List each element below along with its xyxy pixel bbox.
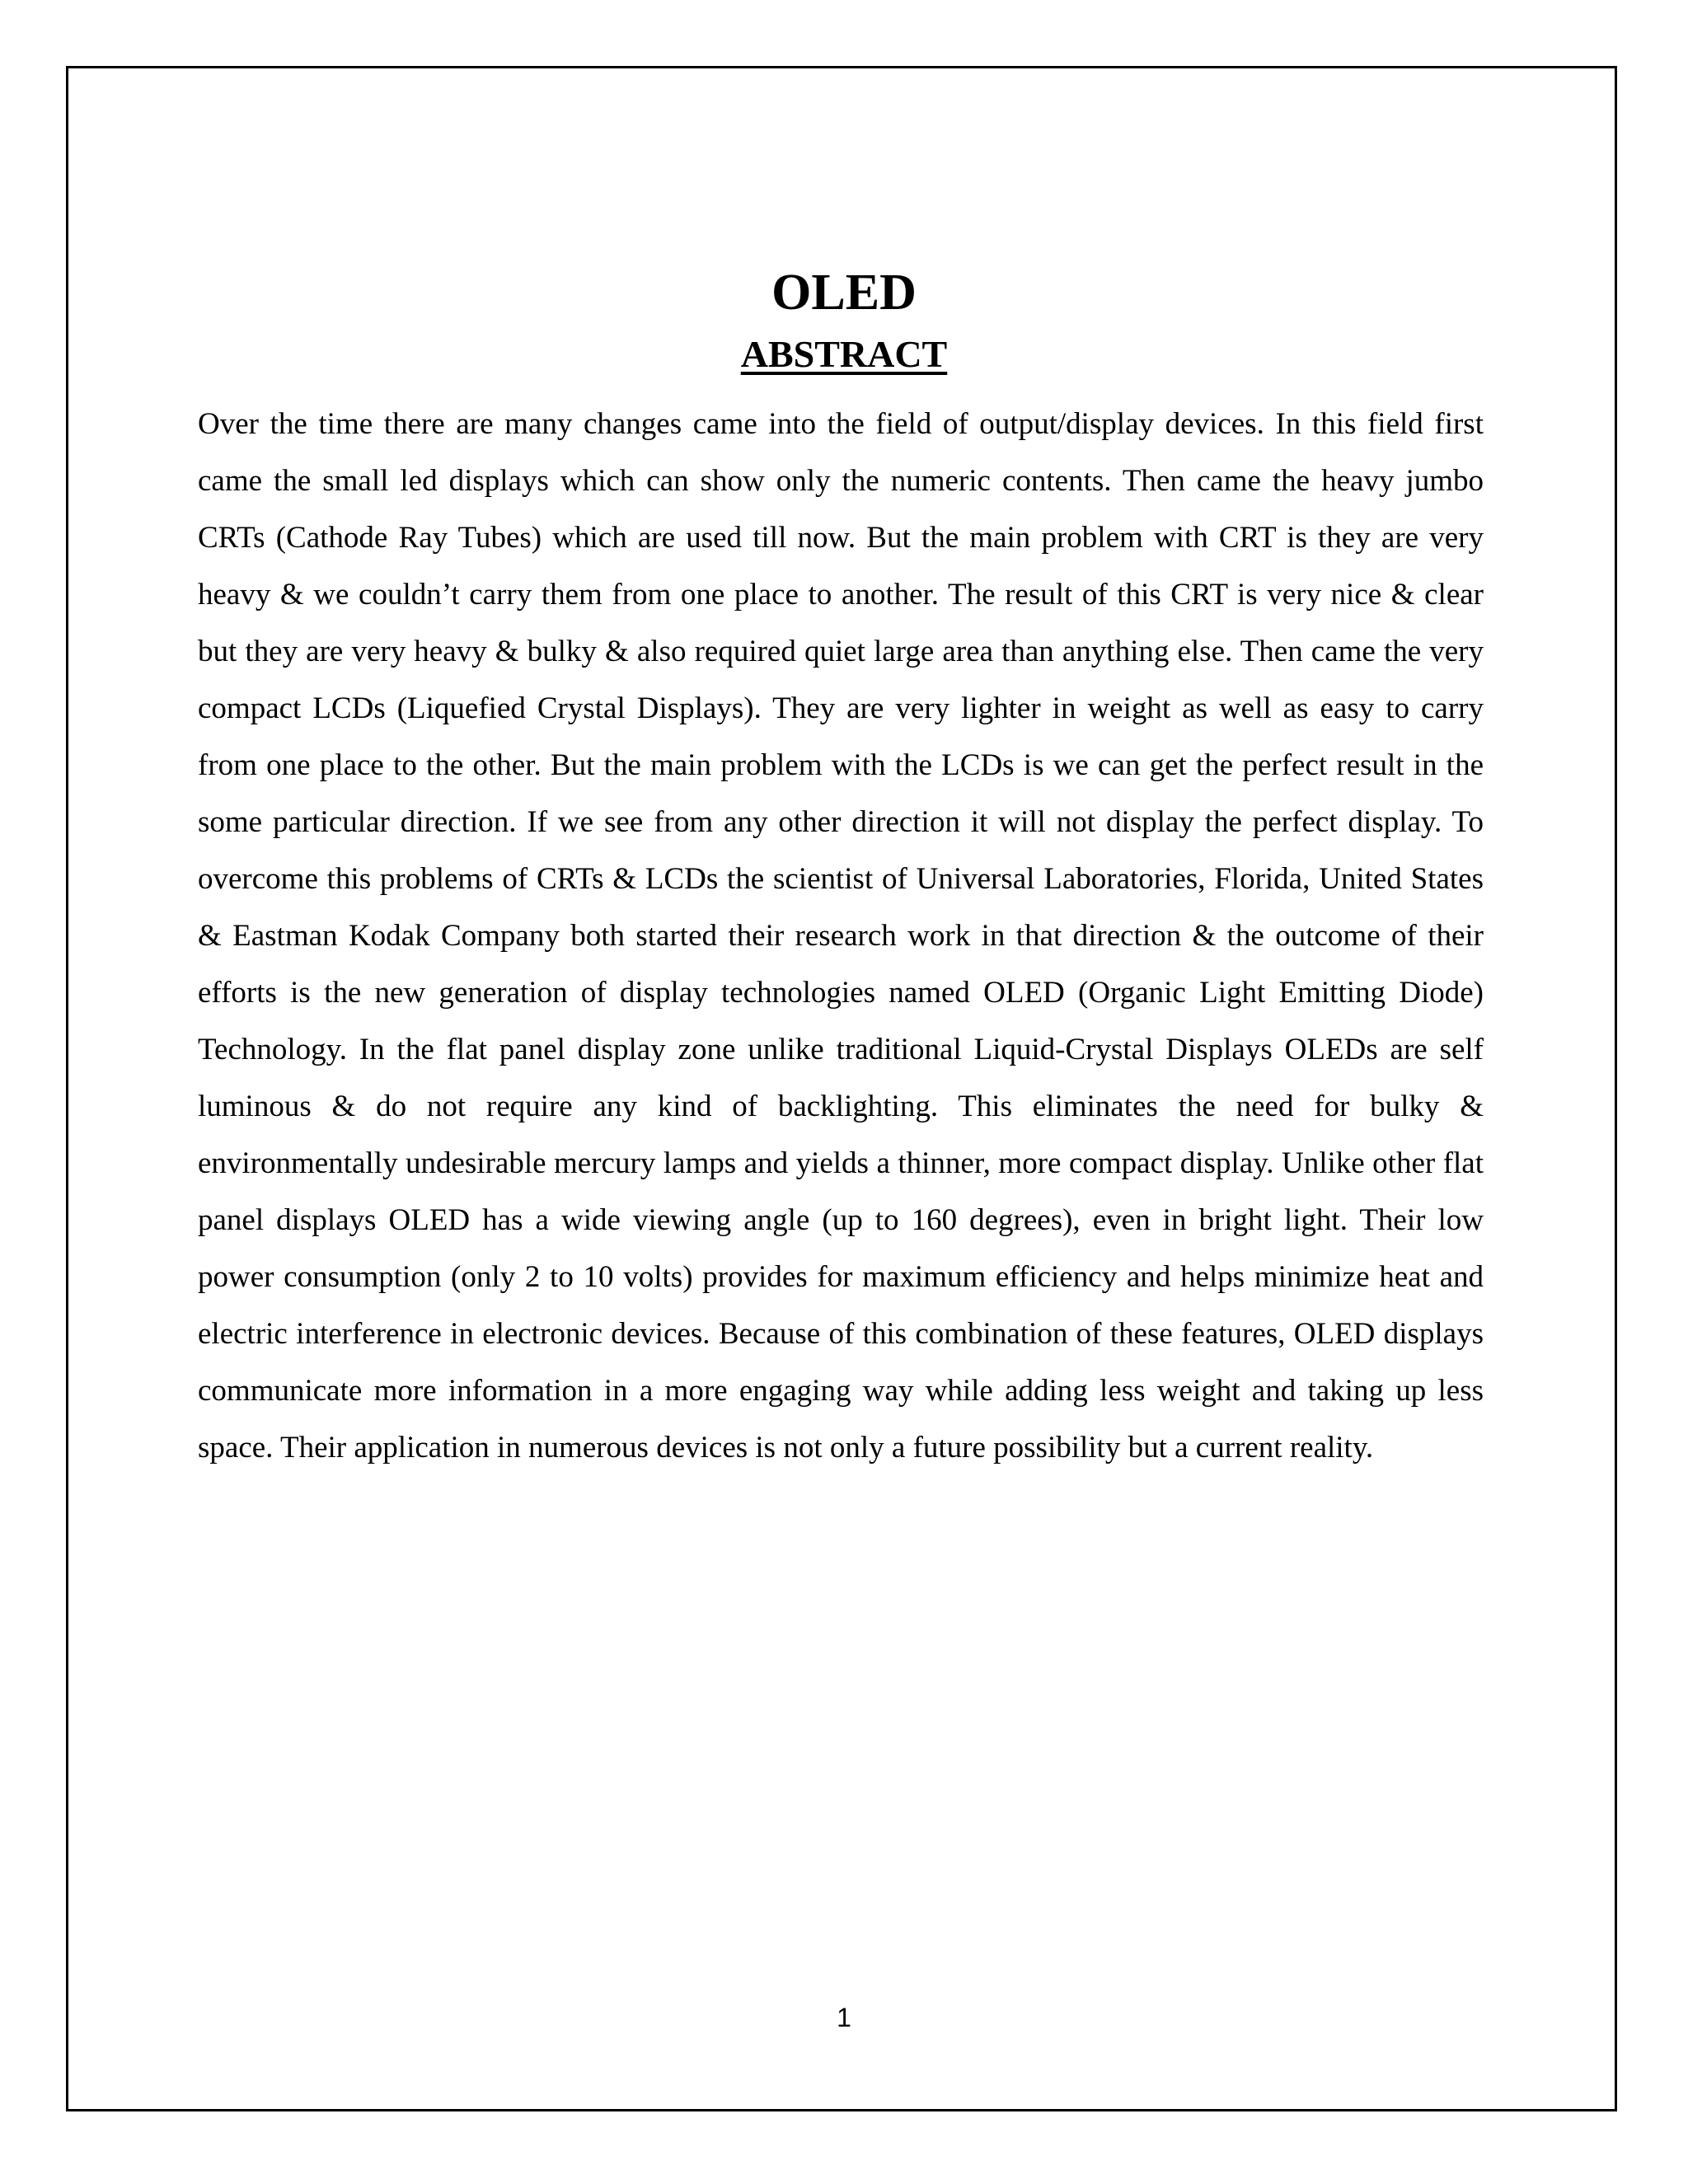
abstract-paragraph: Over the time there are many changes came into the field of output/display devices. In this field first came the small led displays which can show only the numeric contents. Then came the heavy jumbo CRTs (Cathode Ray Tubes) which are used till now. But the main problem with CRT is they are very heavy & we couldn’t carry them from one place to another. The result of this CRT is very nice & clear but they are very heavy & bulky & also required quiet large area than anything else. Then came the very compact LCDs (Liquefied Crystal Displays). They are very lighter in weight as well as easy to carry from one place to the other. But the main problem with the LCDs is we can get the perfect result in the some particular direction. If we see from any other direction it will not display the perfect display. To overcome this problems of CRTs & LCDs the scientist of Universal Laboratories, Florida, United States & Eastman Kodak Company both started their research work in that direction & the outcome of their efforts is the new generation of display technologies named OLED (Organic Light Emitting Diode) Technology. In the flat panel display zone unlike traditional Liquid-Crystal Displays OLEDs are self luminous & do not require any kind of backlighting. This eliminates the need for bulky & environmentally undesirable mercury lamps and yields a thinner, more compact display. Unlike other flat panel displays OLED has a wide viewing angle (up to 160 degrees), even in bright light. Their low power consumption (only 2 to 10 volts) provides for maximum efficiency and helps minimize heat and electric interference in electronic devices. Because of this combination of these features, OLED displays communicate more information in a more engaging way while adding less weight and taking up less space. Their application in numerous devices is not only a future possibility but a current reality.	[198, 407, 1484, 1465]
abstract-heading: ABSTRACT	[740, 333, 948, 375]
document-title: OLED	[771, 265, 917, 321]
page-number: 1	[837, 2003, 851, 2032]
